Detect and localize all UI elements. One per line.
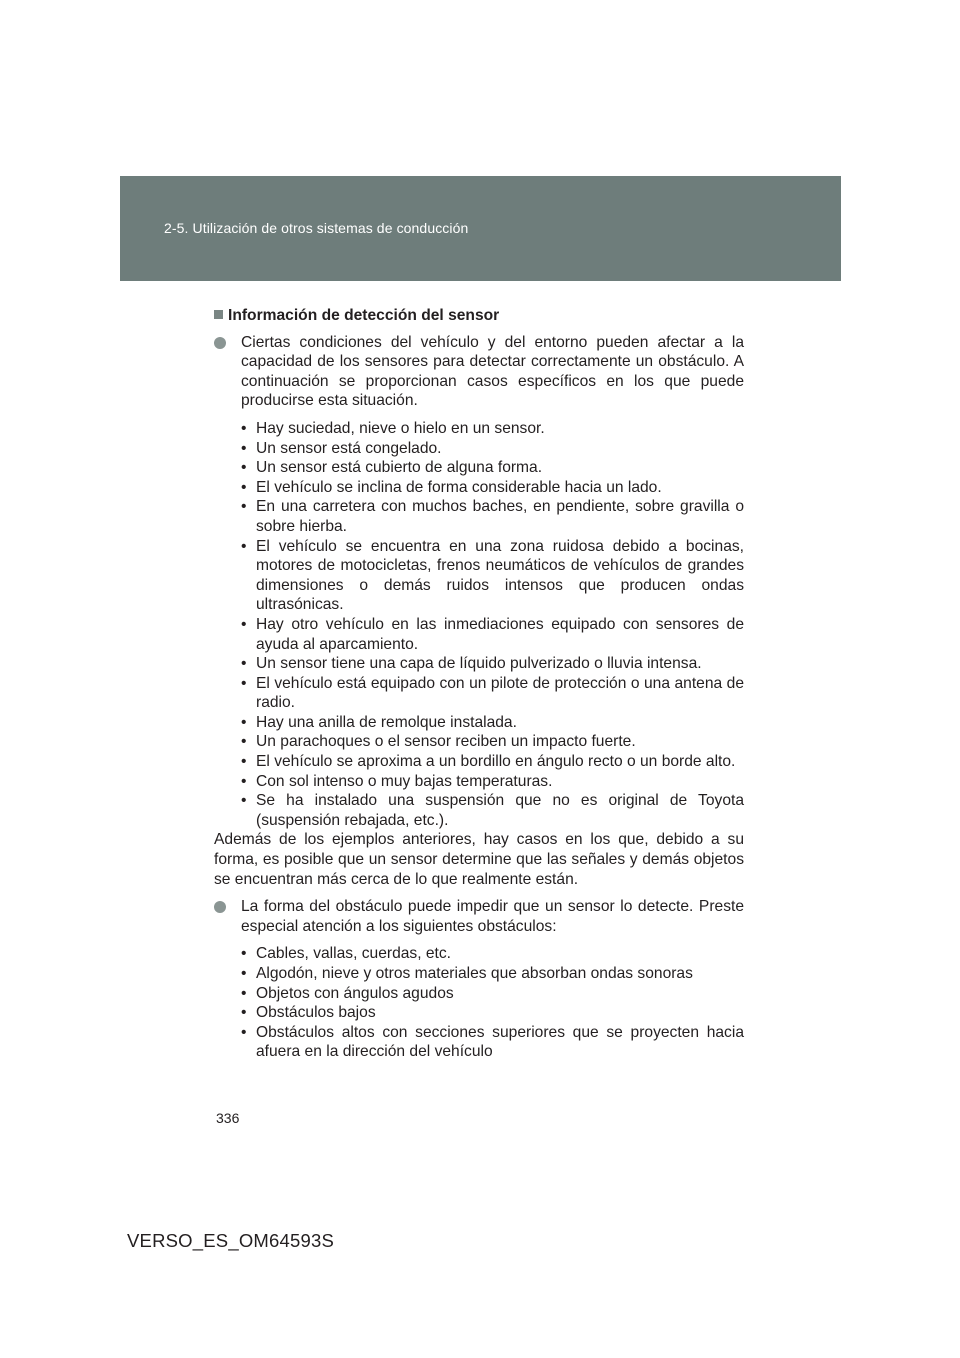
- bullet-icon: •: [241, 733, 247, 751]
- list-item-text: Con sol intenso o muy bajas temperaturas.: [256, 772, 553, 790]
- bullet-icon: •: [241, 537, 247, 555]
- list-item: [241, 615, 744, 654]
- list-item: [241, 984, 744, 1004]
- header-band: [120, 176, 841, 281]
- intro-paragraph-1: [214, 333, 744, 411]
- list-item-text: Un parachoques o el sensor reciben un impacto fuerte.: [256, 733, 636, 751]
- bullet-icon: •: [241, 615, 247, 633]
- list-item-text: Un sensor está cubierto de alguna forma.: [256, 459, 543, 477]
- list-item: [241, 944, 744, 964]
- bullet-icon: •: [241, 498, 247, 516]
- list-item-text: El vehículo está equipado con un pilote de protección o una antena de radio.: [256, 674, 744, 712]
- document-code: VERSO_ES_OM64593S: [127, 1230, 335, 1251]
- list-item: [241, 791, 744, 830]
- intro-1-text: Ciertas condiciones del vehículo y del entorno pueden afectar a la capacidad de los sensores para detectar correctamente un obstáculo. A continuación se proporcionan casos específicos en los que puede producirse esta situación.: [241, 333, 744, 410]
- list-item: [241, 713, 744, 733]
- section-title: 2-5. Utilización de otros sistemas de conducción: [164, 220, 469, 236]
- bullet-icon: •: [241, 984, 247, 1002]
- bullet-icon: •: [241, 419, 247, 437]
- list-item: [241, 674, 744, 713]
- bullet-icon: •: [241, 792, 247, 810]
- circle-bullet-icon: [214, 901, 226, 913]
- list-item-text: El vehículo se aproxima a un bordillo en ángulo recto o un borde alto.: [256, 753, 736, 771]
- list-item-text: Algodón, nieve y otros materiales que absorban ondas sonoras: [256, 965, 693, 982]
- page-content: [214, 306, 744, 1062]
- bullet-icon: •: [241, 674, 247, 692]
- bullet-icon: •: [241, 478, 247, 496]
- note-paragraph: Además de los ejemplos anteriores, hay casos en los que, debido a su forma, es posible que un sensor determine que las señales y demás objetos se encuentran más cerca de lo que realmente están.: [214, 831, 744, 888]
- bullet-icon: •: [241, 1023, 247, 1041]
- page-number: 336: [216, 1110, 240, 1126]
- list-item-text: Un sensor está congelado.: [256, 439, 442, 457]
- square-bullet-icon: [214, 310, 223, 319]
- list-item-text: El vehículo se encuentra en una zona ruidosa debido a bocinas, motores de motocicletas, frenos neumáticos de vehículos de grandes dimensiones o demás ruidos intensos que producen ondas ultrasónicas.: [256, 537, 744, 614]
- list-item-text: El vehículo se inclina de forma considerable hacia un lado.: [256, 478, 662, 496]
- section-heading: [214, 306, 744, 326]
- conditions-list: [214, 419, 744, 830]
- list-item: [241, 964, 744, 984]
- list-item-text: Objetos con ángulos agudos: [256, 984, 454, 1002]
- circle-bullet-icon: [214, 337, 226, 349]
- obstacles-list: [214, 944, 744, 1062]
- list-item-text: Hay una anilla de remolque instalada.: [256, 713, 517, 731]
- list-item-text: En una carretera con muchos baches, en pendiente, sobre gravilla o sobre hierba.: [256, 498, 744, 535]
- list-item-text: Obstáculos bajos: [256, 1004, 376, 1022]
- list-item: [241, 458, 744, 478]
- list-item-text: Cables, vallas, cuerdas, etc.: [256, 945, 452, 963]
- bullet-icon: •: [241, 772, 247, 790]
- list-item: [241, 732, 744, 752]
- bullet-icon: •: [241, 965, 247, 982]
- list-item: [241, 752, 744, 772]
- list-item: [241, 419, 744, 439]
- list-item: [241, 1023, 744, 1062]
- list-item: [241, 439, 744, 459]
- section-heading-text: Información de detección del sensor: [228, 307, 500, 324]
- intro-2-text: La forma del obstáculo puede impedir que un sensor lo detecte. Preste especial atención a los siguientes obstáculos:: [241, 898, 744, 935]
- list-item: [241, 497, 744, 536]
- bullet-icon: •: [241, 439, 247, 457]
- bullet-icon: •: [241, 713, 247, 731]
- bullet-icon: •: [241, 945, 247, 963]
- bullet-icon: •: [241, 1004, 247, 1022]
- bullet-icon: •: [241, 753, 247, 771]
- list-item-text: Obstáculos altos con secciones superiores que se proyecten hacia afuera en la dirección del vehículo: [256, 1023, 744, 1061]
- bullet-icon: •: [241, 655, 247, 673]
- list-item: [241, 478, 744, 498]
- bullet-icon: •: [241, 459, 247, 477]
- list-item: [241, 772, 744, 792]
- list-item-text: Hay suciedad, nieve o hielo en un sensor.: [256, 419, 545, 437]
- list-item-text: Se ha instalado una suspensión que no es original de Toyota (suspensión rebajada, etc.).: [256, 792, 744, 829]
- list-item-text: Un sensor tiene una capa de líquido pulverizado o lluvia intensa.: [256, 655, 702, 673]
- list-item-text: Hay otro vehículo en las inmediaciones equipado con sensores de ayuda al aparcamiento.: [256, 615, 744, 653]
- list-item: [241, 537, 744, 615]
- intro-paragraph-2: [214, 897, 744, 936]
- list-item: [241, 654, 744, 674]
- list-item: [241, 1003, 744, 1023]
